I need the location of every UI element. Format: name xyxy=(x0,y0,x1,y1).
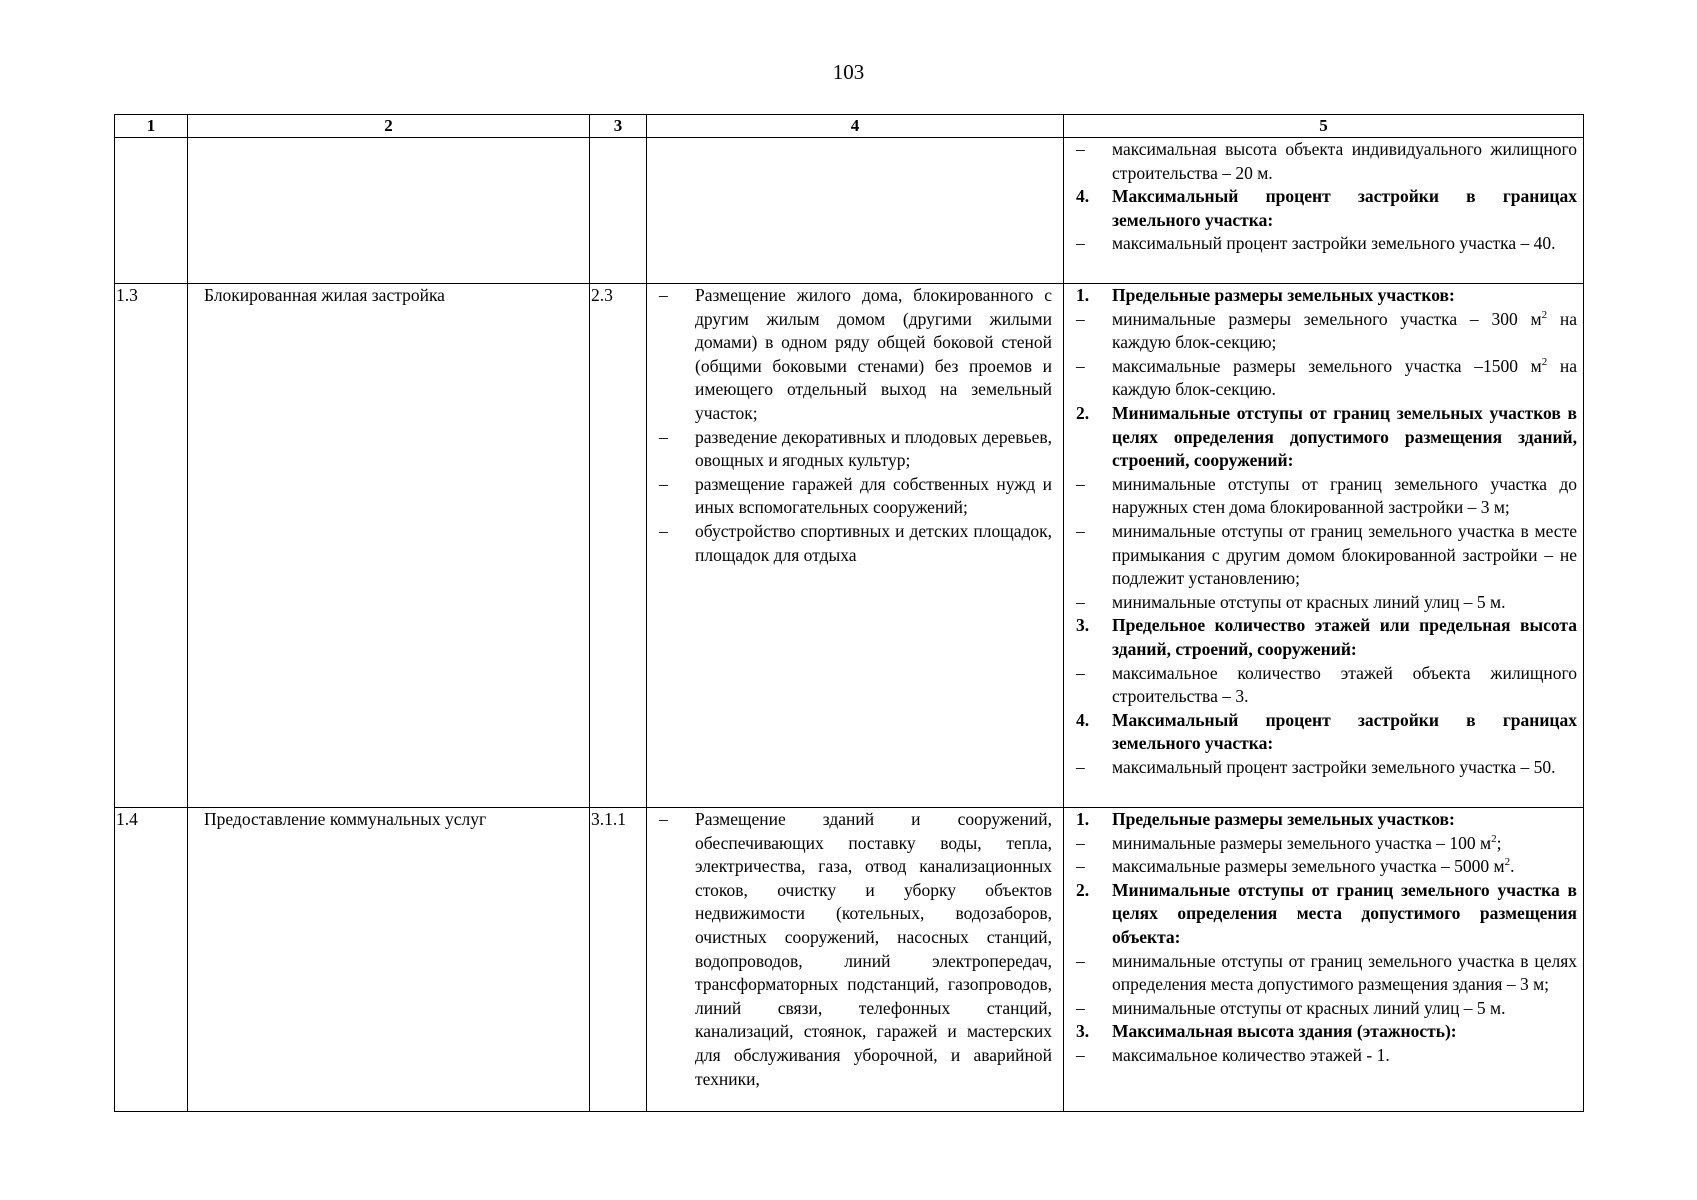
param-heading: Максимальная высота здания (этажность): xyxy=(1112,1021,1457,1042)
number-marker: 3. xyxy=(1076,1021,1090,1042)
param-text: максимальная высота объекта индивидуального жилищного строительства – 20 м. xyxy=(1112,139,1577,183)
param-text: максимальный процент застройки земельного участка – 40. xyxy=(1112,233,1556,254)
row-number-cell: 1.4 xyxy=(115,808,188,1112)
dash-marker: – xyxy=(1076,832,1085,853)
page-number: 103 xyxy=(832,60,865,84)
dash-marker: – xyxy=(1076,520,1085,541)
table-row-1-3 xyxy=(115,284,1584,808)
header-row xyxy=(115,115,1584,138)
list-item-heading xyxy=(1076,808,1577,832)
use-description-cell xyxy=(647,284,1064,808)
parameters-cell xyxy=(1064,284,1584,808)
list-item xyxy=(1076,997,1577,1021)
param-heading: Минимальные отступы от границ земельных участков в целях определения допустимого размещения зданий, строений, сооружений: xyxy=(1112,402,1577,471)
dash-marker: – xyxy=(659,520,668,541)
list-item xyxy=(1076,855,1577,879)
use-description-cell xyxy=(647,138,1064,284)
use-code-cell: 3.1.1 xyxy=(590,808,647,1112)
use-name-cell: Блокированная жилая застройка xyxy=(188,284,590,808)
dash-marker: – xyxy=(1076,591,1085,612)
number-marker: 4. xyxy=(1076,709,1090,730)
header-col-2: 2 xyxy=(188,115,590,138)
param-heading: Максимальный процент застройки в границах земельного участка: xyxy=(1112,709,1577,754)
dash-marker: – xyxy=(1076,233,1085,254)
list-item xyxy=(1076,832,1577,856)
dash-marker: – xyxy=(1076,856,1085,877)
list-item xyxy=(1076,473,1577,520)
number-marker: 2. xyxy=(1076,879,1090,900)
param-text: на каждую блок-секцию; xyxy=(1112,308,1577,353)
param-heading: Предельные размеры земельных участков: xyxy=(1112,809,1455,829)
number-marker: 1. xyxy=(1076,285,1090,305)
list-item xyxy=(1076,232,1577,256)
list-item xyxy=(1076,1044,1577,1068)
dash-marker: – xyxy=(1076,139,1085,159)
use-code-cell xyxy=(590,138,647,284)
list-item xyxy=(1076,308,1577,355)
param-text: максимальные размеры земельного участка – 5000 м xyxy=(1112,856,1505,877)
list-item-heading xyxy=(1076,614,1577,661)
list-item xyxy=(659,473,1052,520)
superscript: 2 xyxy=(1491,832,1497,845)
param-heading: Максимальный процент застройки в границах земельного участка: xyxy=(1112,186,1577,230)
param-text: минимальные отступы от границ земельного участка в месте примыкания с другим домом блокированной застройки – не подлежит установлению; xyxy=(1112,520,1577,589)
param-text: максимальный процент застройки земельного участка – 50. xyxy=(1112,756,1556,777)
description-text: разведение декоративных и плодовых деревьев, овощных и ягодных культур; xyxy=(695,426,1052,471)
use-name-cell: Предоставление коммунальных услуг xyxy=(188,808,590,1112)
param-text: минимальные размеры земельного участка – 300 м xyxy=(1112,308,1542,329)
list-item xyxy=(1076,662,1577,709)
param-heading: Минимальные отступы от границ земельного участка в целях определения места допустимого размещения объекта: xyxy=(1112,879,1577,947)
list-item-heading xyxy=(1076,185,1577,232)
param-heading: Предельные размеры земельных участков: xyxy=(1112,285,1455,305)
row-number-cell xyxy=(115,138,188,284)
dash-marker: – xyxy=(659,809,668,829)
param-heading: Предельное количество этажей или предельная высота зданий, строений, сооружений: xyxy=(1112,615,1577,659)
list-item-heading xyxy=(1076,402,1577,473)
description-text: Размещение жилого дома, блокированного с другим жилым домом (другими жилыми домами) в одном ряду общей боковой стеной (общими боковыми стенами) без проемов и имеющего отдельный выход на земельный участок; xyxy=(695,285,1052,423)
param-text: минимальные отступы от границ земельного участка в целях определения места допустимого размещения здания – 3 м; xyxy=(1112,950,1577,995)
dash-marker: – xyxy=(1076,308,1085,329)
dash-marker: – xyxy=(1076,662,1085,683)
header-col-3: 3 xyxy=(590,115,647,138)
param-text: минимальные размеры земельного участка – 100 м xyxy=(1112,832,1492,853)
header-col-4: 4 xyxy=(647,115,1064,138)
dash-marker: – xyxy=(1076,473,1085,494)
parameters-cell xyxy=(1064,138,1584,284)
list-item-heading xyxy=(1076,284,1577,308)
param-text: минимальные отступы от красных линий улиц – 5 м. xyxy=(1112,591,1506,612)
header-col-1: 1 xyxy=(115,115,188,138)
list-item xyxy=(1076,756,1577,780)
description-text: Размещение зданий и сооружений, обеспечивающих поставку воды, тепла, электричества, газа, отвод канализационных стоков, очистку и уборку объектов недвижимости (котельных, водозаборов, очистных сооружений, насосных станций, водопроводов, линий электропередач, трансформаторных подстанций, газопроводов, линий связи, телефонных станций, канализаций, стоянок, гаражей и мастерских для обслуживания уборочной, и аварийной техники, xyxy=(695,809,1052,1089)
description-text: обустройство спортивных и детских площадок, площадок для отдыха xyxy=(695,520,1052,565)
number-marker: 1. xyxy=(1076,809,1090,829)
param-text: минимальные отступы от красных линий улиц – 5 м. xyxy=(1112,997,1506,1018)
list-item xyxy=(659,520,1052,567)
dash-marker: – xyxy=(1076,756,1085,777)
table-row-1-4 xyxy=(115,808,1584,1112)
number-marker: 3. xyxy=(1076,615,1090,636)
dash-marker: – xyxy=(659,426,668,447)
param-text: максимальные размеры земельного участка –1500 м xyxy=(1112,355,1542,376)
superscript: 2 xyxy=(1541,308,1548,321)
number-marker: 4. xyxy=(1076,186,1090,207)
description-text: размещение гаражей для собственных нужд и иных вспомогательных сооружений; xyxy=(695,473,1052,518)
param-text: ; xyxy=(1496,832,1502,853)
param-text: . xyxy=(1510,856,1515,877)
land-use-table xyxy=(114,114,1584,1112)
dash-marker: – xyxy=(659,473,668,494)
dash-marker: – xyxy=(1076,1044,1085,1065)
param-text: максимальное количество этажей - 1. xyxy=(1112,1044,1390,1065)
header-col-5: 5 xyxy=(1064,115,1584,138)
list-item xyxy=(1076,520,1577,591)
dash-marker: – xyxy=(1076,950,1085,971)
list-item xyxy=(1076,591,1577,615)
param-text: минимальные отступы от границ земельного участка до наружных стен дома блокированной застройки – 3 м; xyxy=(1112,473,1577,518)
list-item-heading xyxy=(1076,879,1577,950)
use-description-cell xyxy=(647,808,1064,1112)
list-item xyxy=(659,284,1052,426)
dash-marker: – xyxy=(659,285,668,305)
list-item-heading xyxy=(1076,1020,1577,1044)
list-item xyxy=(1076,950,1577,997)
list-item xyxy=(1076,138,1577,185)
use-code-cell: 2.3 xyxy=(590,284,647,808)
dash-marker: – xyxy=(1076,997,1085,1018)
parameters-cell xyxy=(1064,808,1584,1112)
list-item xyxy=(1076,355,1577,402)
dash-marker: – xyxy=(1076,355,1085,376)
param-text: максимальное количество этажей объекта жилищного строительства – 3. xyxy=(1112,662,1577,707)
use-name-cell xyxy=(188,138,590,284)
superscript: 2 xyxy=(1541,355,1548,368)
number-marker: 2. xyxy=(1076,402,1090,423)
superscript: 2 xyxy=(1504,856,1511,869)
param-text: на каждую блок-секцию. xyxy=(1112,355,1577,400)
list-item-heading xyxy=(1076,709,1577,756)
row-number-cell: 1.3 xyxy=(115,284,188,808)
list-item xyxy=(659,808,1052,1091)
table-row-continuation xyxy=(115,138,1584,284)
list-item xyxy=(659,426,1052,473)
